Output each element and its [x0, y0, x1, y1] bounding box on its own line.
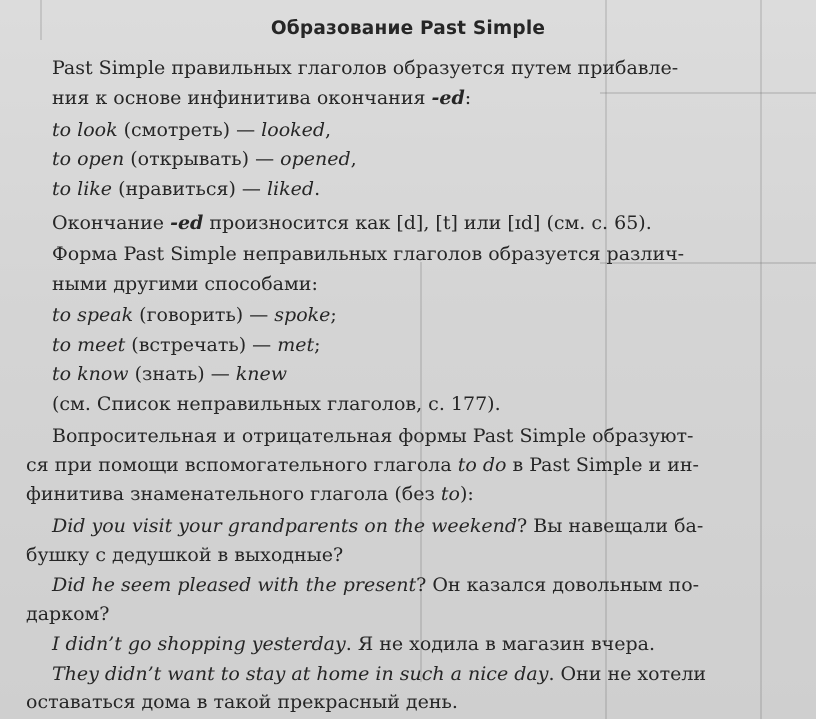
- example-line: оставаться дома в такой прекрасный день.: [26, 691, 458, 713]
- text-line: Past Simple правильных глаголов образуется путем прибавле-: [52, 57, 679, 79]
- example-line: to know (знать) — knew: [52, 363, 287, 385]
- text-line: финитива знаменательного глагола (без to):: [26, 483, 474, 505]
- example-line: to meet (встречать) — met;: [52, 334, 321, 356]
- example-line: to like (нравиться) — liked.: [52, 178, 321, 200]
- text-line: ния к основе инфинитива окончания -ed:: [52, 87, 472, 109]
- example-line: I didn’t go shopping yesterday. Я не ходила в магазин вчера.: [52, 633, 655, 655]
- example-line: to open (открывать) — opened,: [52, 148, 357, 170]
- page-title: Образование Past Simple: [270, 18, 546, 39]
- text-line: ными другими способами:: [52, 273, 318, 295]
- example-line: to look (смотреть) — looked,: [52, 119, 332, 141]
- example-line: Did he seem pleased with the present? Он казался довольным по-: [52, 574, 700, 596]
- example-line: Did you visit your grandparents on the weekend? Вы навещали ба-: [52, 515, 704, 537]
- example-line: дарком?: [26, 603, 110, 625]
- example-line: They didn’t want to stay at home in such a nice day. Они не хотели: [52, 663, 707, 685]
- text-line: ся при помощи вспомогательного глагола to do в Past Simple и ин-: [26, 454, 699, 476]
- text-line: Вопросительная и отрицательная формы Past Simple образуют-: [52, 425, 694, 447]
- example-line: to speak (говорить) — spoke;: [52, 304, 337, 326]
- text-line: (см. Список неправильных глаголов, с. 177).: [52, 393, 501, 415]
- example-line: бушку с дедушкой в выходные?: [26, 544, 344, 566]
- text-line: Окончание -ed произносится как [d], [t] или [ɪd] (см. с. 65).: [52, 212, 652, 234]
- text-line: Форма Past Simple неправильных глаголов образуется различ-: [52, 243, 685, 265]
